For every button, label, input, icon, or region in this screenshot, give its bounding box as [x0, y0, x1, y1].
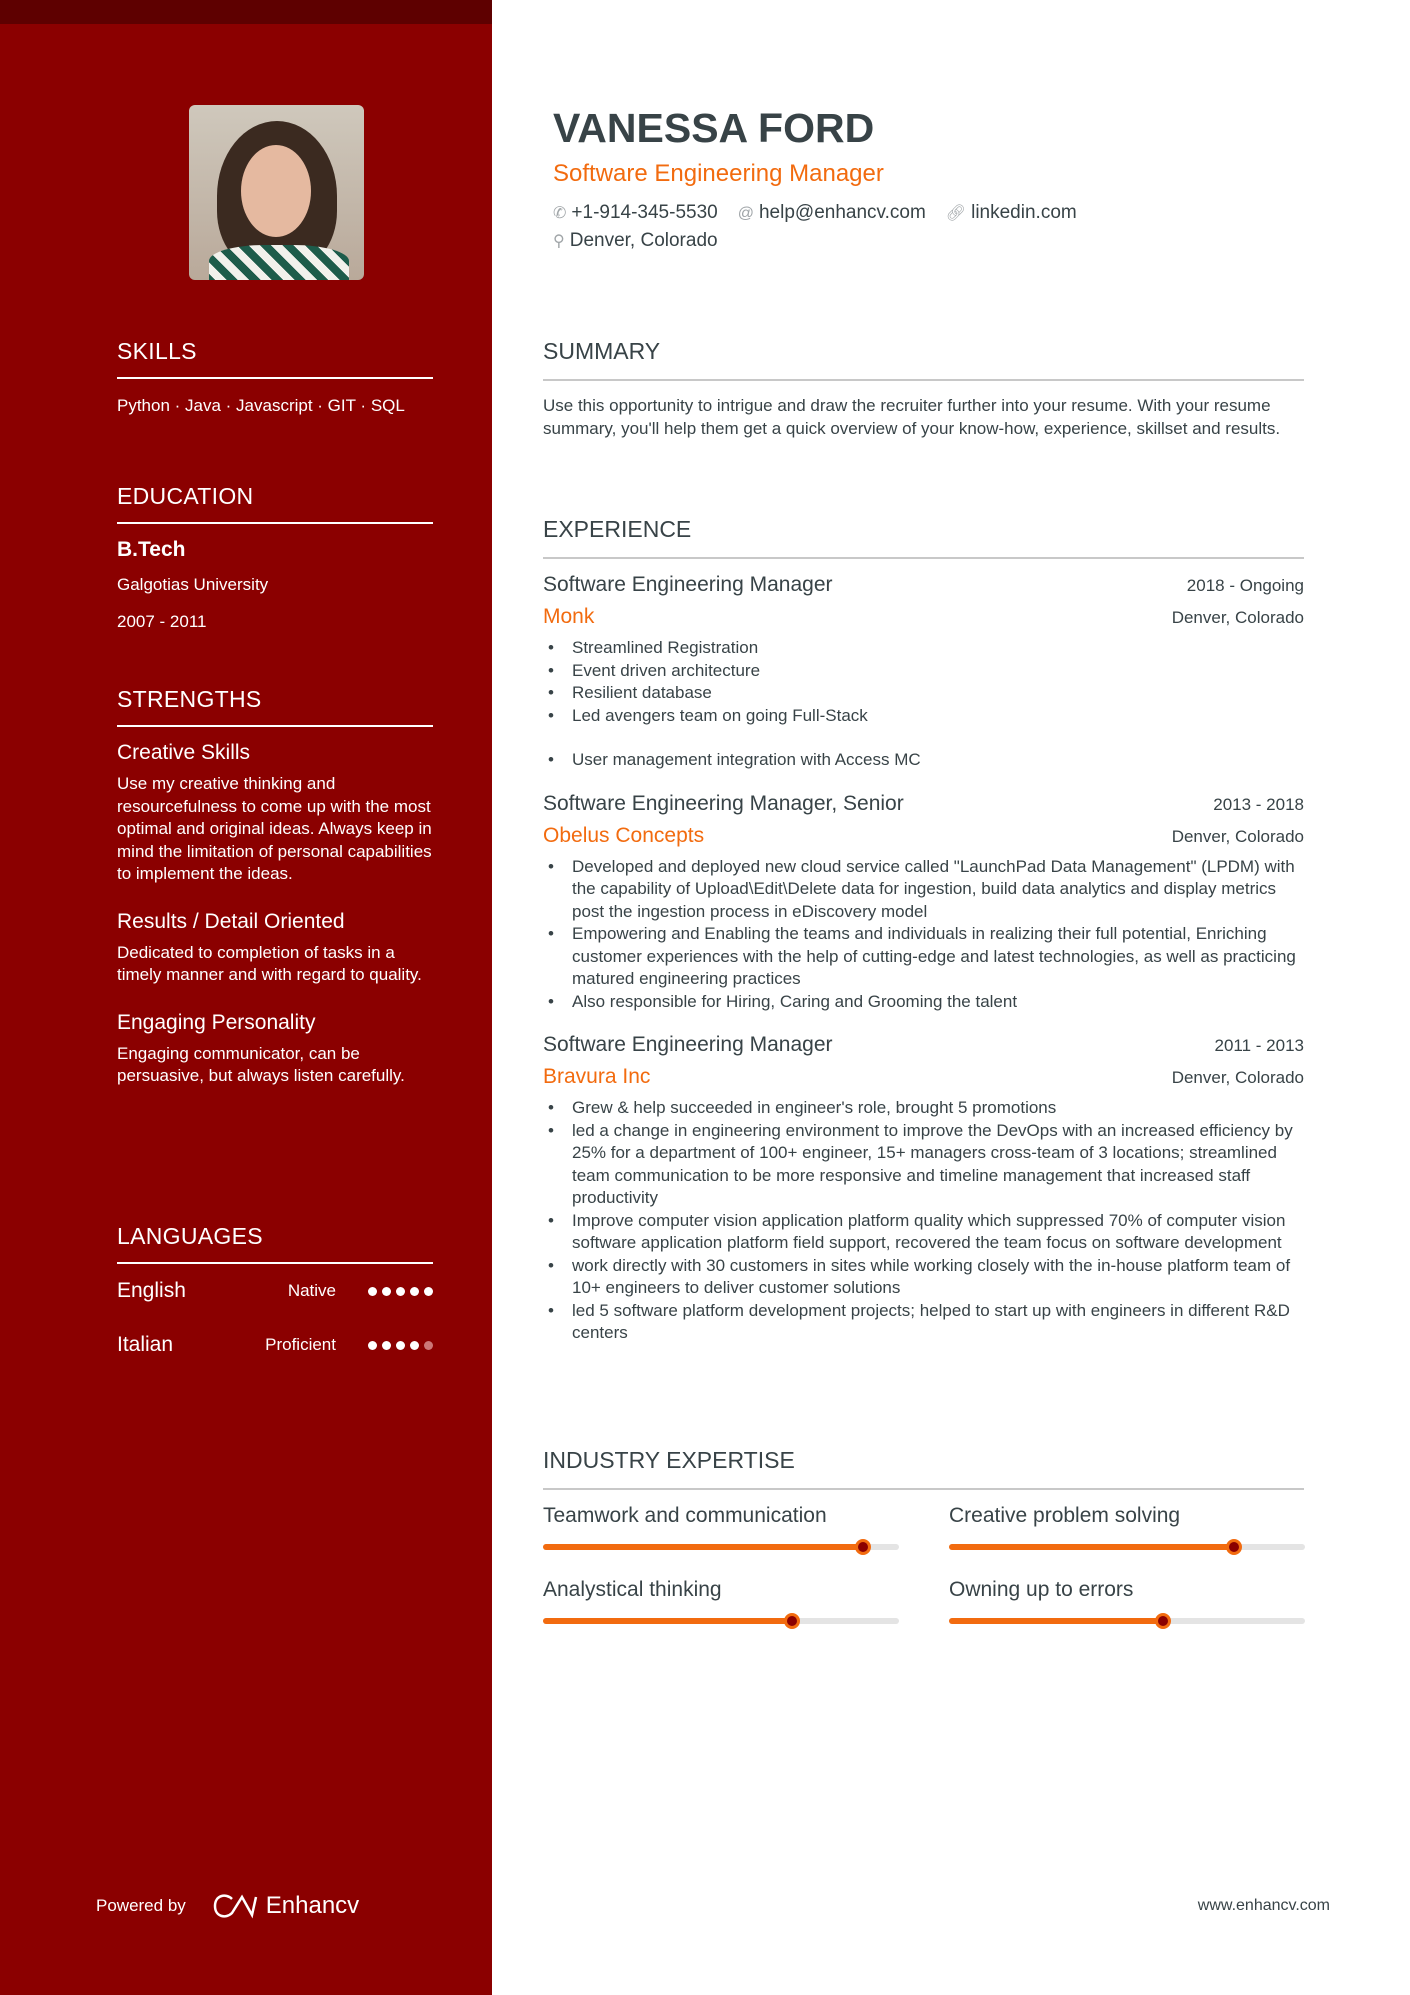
rating-dot-filled: [396, 1287, 405, 1296]
summary-section: [543, 335, 1304, 440]
powered-by-label: Powered by: [96, 1896, 186, 1915]
rating-dot-filled: [368, 1287, 377, 1296]
divider: [117, 1262, 433, 1264]
expertise-grid: [543, 1504, 1304, 1624]
job-entry: [543, 1033, 1304, 1345]
bullet: • led a change in engineering environment to improve the DevOps with an increased efficiency by 25% for a department of 100+ engineer, 15+ managers cross-team of 3 locations; streamlined team communication to be more responsive and timeline management that increased staff productivity: [543, 1120, 1304, 1210]
bullet: • User management integration with Access MC: [543, 749, 1304, 772]
bullet: • led 5 software platform development projects; helped to start up with engineers in different R&D centers: [543, 1300, 1304, 1345]
email-text: help@enhancv.com: [758, 202, 926, 223]
job-location: Denver, Colorado: [1171, 608, 1304, 627]
job-dates: 2011 - 2013: [1214, 1036, 1304, 1055]
bullet: • Also responsible for Hiring, Caring and Grooming the talent: [543, 991, 1304, 1014]
sidebar-top-bar: [0, 0, 492, 24]
languages-heading: LANGUAGES: [117, 1223, 263, 1249]
summary-text: Use this opportunity to intrigue and draw the recruiter further into your resume. With your resume summary, you'll help them get a quick overview of your know-how, experience, skillset and results.: [543, 396, 1281, 438]
job-bullets: [543, 856, 1304, 1014]
footer-url[interactable]: www.enhancv.com: [1197, 1897, 1330, 1914]
job-location: Denver, Colorado: [1171, 1068, 1304, 1087]
divider: [543, 379, 1304, 381]
expertise-item: [949, 1578, 1305, 1624]
strength-title: Engaging Personality: [117, 1010, 316, 1034]
phone-text: +1-914-345-5530: [571, 202, 718, 223]
rating-dot-empty: [424, 1341, 433, 1350]
header: [553, 104, 1314, 252]
language-level: Proficient: [265, 1335, 336, 1354]
bullet: • Led avengers team on going Full-Stack: [543, 705, 1304, 728]
strength-title: Results / Detail Oriented: [117, 909, 345, 933]
strength-item: [117, 1011, 433, 1088]
job-title: Software Engineering Manager: [553, 160, 884, 187]
bullet: • Streamlined Registration: [543, 637, 1304, 660]
location-text: Denver, Colorado: [569, 230, 718, 251]
education-heading: EDUCATION: [117, 483, 254, 509]
divider: [543, 557, 1304, 559]
divider: [543, 1488, 1304, 1490]
job-role: Software Engineering Manager: [543, 1033, 833, 1056]
expertise-item: [949, 1504, 1305, 1550]
expertise-label: Creative problem solving: [949, 1504, 1181, 1527]
job-dates: 2018 - Ongoing: [1186, 576, 1304, 595]
experience-section: [543, 513, 1304, 1345]
rating-dot-filled: [382, 1287, 391, 1296]
rating-dot-filled: [396, 1341, 405, 1350]
degree: B.Tech: [117, 538, 186, 561]
expertise-bar: [949, 1618, 1305, 1624]
rating-dot-filled: [410, 1287, 419, 1296]
bullet: • Grew & help succeeded in engineer's role, brought 5 promotions: [543, 1097, 1304, 1120]
language-level: Native: [287, 1281, 336, 1300]
email[interactable]: [738, 202, 926, 224]
bullet: • Event driven architecture: [543, 660, 1304, 683]
skills-list: Python · Java · Javascript · GIT · SQL: [117, 396, 405, 415]
job-role: Software Engineering Manager: [543, 573, 833, 596]
job-dates: 2013 - 2018: [1213, 794, 1304, 814]
bullet: • Developed and deployed new cloud service called "LaunchPad Data Management" (LPDM) with the capability of Upload\Edit\Delete data for ingestion, build data analytics and display metrics post the ingestion process in eDiscovery model: [543, 856, 1304, 924]
strength-title: Creative Skills: [117, 741, 251, 764]
language-name: English: [117, 1279, 186, 1302]
education-section: [117, 480, 433, 633]
expertise-bar: [543, 1544, 899, 1550]
language-rating: [368, 1287, 433, 1296]
expertise-item: [543, 1504, 899, 1550]
company: Obelus Concepts: [543, 823, 705, 847]
expertise-knob: [1155, 1613, 1171, 1629]
strength-desc: Dedicated to completion of tasks in a timely manner and with regard to quality.: [117, 942, 422, 984]
divider: [117, 522, 433, 524]
expertise-knob: [1226, 1539, 1242, 1555]
job-role: Software Engineering Manager, Senior: [543, 791, 904, 815]
phone[interactable]: [553, 202, 718, 224]
divider: [117, 725, 433, 727]
phone-icon: ✆: [553, 205, 567, 222]
location-pin-icon: ⚲: [553, 233, 565, 250]
sidebar: [0, 0, 492, 1995]
expertise-label: Teamwork and communication: [543, 1504, 827, 1527]
skills-section: [117, 335, 433, 418]
company: Monk: [543, 605, 595, 628]
bullet: • work directly with 30 customers in sites while working closely with the in-house platform team of 10+ engineers to deliver customer solutions: [543, 1255, 1304, 1300]
linkedin[interactable]: [946, 202, 1077, 224]
contact-row: [553, 202, 1314, 224]
job-entry: [543, 792, 1304, 1014]
divider: [117, 377, 433, 379]
expertise-bar: [949, 1544, 1305, 1550]
strengths-section: [117, 683, 433, 1088]
bullet: • Improve computer vision application platform quality which suppressed 70% of computer vision software application platform field support, recovered the team focus on software development: [543, 1210, 1304, 1255]
strength-desc: Engaging communicator, can be persuasive, but always listen carefully.: [117, 1043, 405, 1085]
expertise-label: Owning up to errors: [949, 1578, 1134, 1601]
linkedin-text: linkedin.com: [971, 202, 1077, 223]
rating-dot-filled: [382, 1341, 391, 1350]
company: Bravura Inc: [543, 1065, 651, 1088]
expertise-heading: INDUSTRY EXPERTISE: [543, 1447, 795, 1473]
expertise-item: [543, 1578, 899, 1624]
job-location: Denver, Colorado: [1171, 826, 1304, 846]
language-row: [117, 1276, 433, 1306]
rating-dot-filled: [410, 1341, 419, 1350]
skills-heading: SKILLS: [117, 338, 197, 364]
language-rating: [368, 1341, 433, 1350]
brand-name: Enhancv: [265, 1892, 360, 1919]
job-entry: [543, 573, 1304, 772]
rating-dot-filled: [424, 1287, 433, 1296]
strengths-heading: STRENGTHS: [117, 686, 262, 712]
expertise-knob: [784, 1613, 800, 1629]
at-icon: @: [737, 205, 754, 222]
powered-by: [96, 1892, 359, 1920]
expertise-section: [543, 1444, 1304, 1624]
languages-section: [117, 1220, 433, 1360]
rating-dot-filled: [368, 1341, 377, 1350]
school: Galgotias University: [117, 575, 269, 594]
enhancv-logo-icon: [212, 1893, 258, 1919]
profile-photo: [189, 105, 364, 280]
expertise-label: Analystical thinking: [543, 1578, 722, 1601]
bullet: • Resilient database: [543, 682, 1304, 705]
location: [553, 230, 1314, 252]
strength-item: [117, 910, 433, 987]
link-icon: 🔗︎: [945, 205, 967, 222]
experience-heading: EXPERIENCE: [543, 516, 692, 542]
job-bullets: [543, 637, 1304, 772]
job-bullets: [543, 1097, 1304, 1345]
expertise-bar: [543, 1618, 899, 1624]
expertise-knob: [855, 1539, 871, 1555]
bullet: • Empowering and Enabling the teams and individuals in realizing their full potential, Enriching customer experiences with the help of cutting-edge and latest technologies, as well as practicing matured engineering practices: [543, 923, 1304, 991]
strength-item: [117, 741, 433, 886]
strength-desc: Use my creative thinking and resourcefulness to come up with the most optimal and original ideas. Always keep in mind the limitation of personal capabilities to implement the ideas.: [117, 774, 432, 883]
summary-heading: SUMMARY: [543, 338, 661, 364]
education-dates: 2007 - 2011: [117, 611, 207, 631]
candidate-name: VANESSA FORD: [553, 105, 875, 151]
language-name: Italian: [117, 1333, 174, 1356]
language-row: [117, 1330, 433, 1360]
